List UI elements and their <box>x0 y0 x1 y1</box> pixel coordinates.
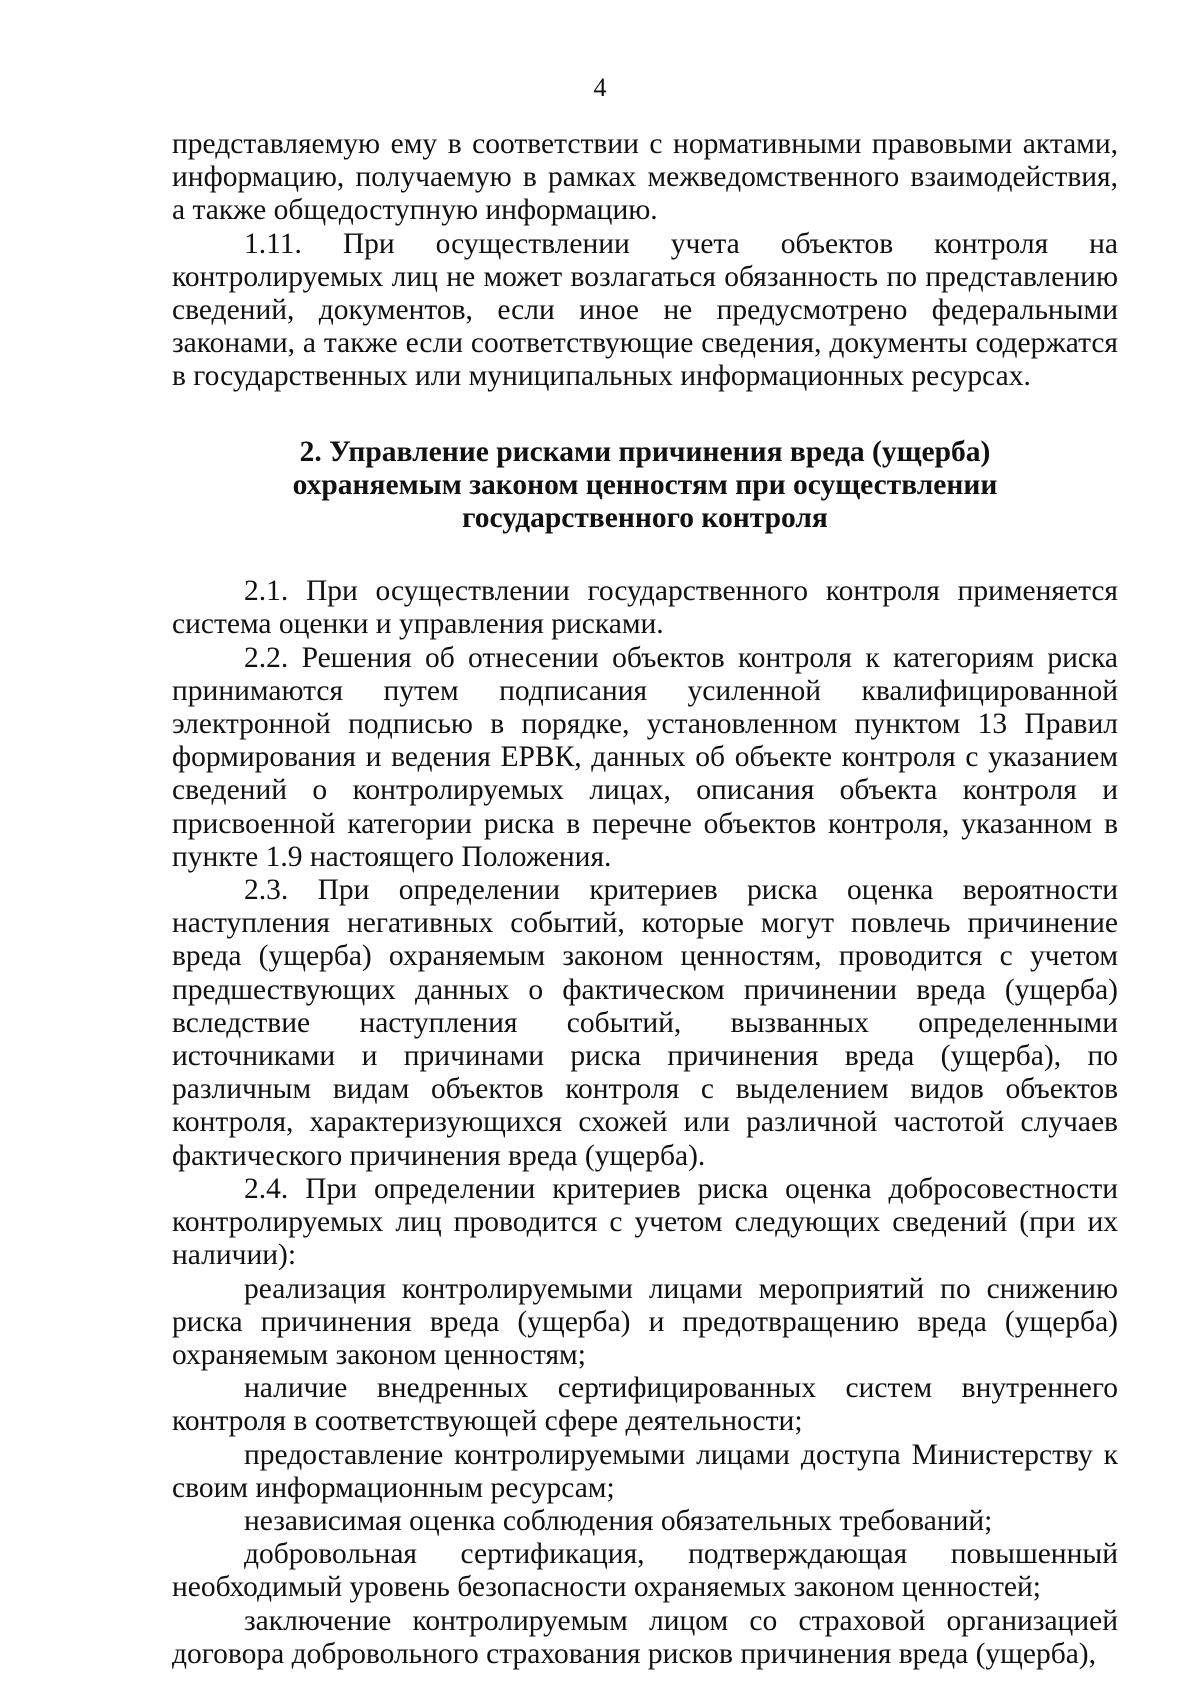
list-item-independent-assessment: независимая оценка соблюдения обязательных требований; <box>244 1504 993 1537</box>
section-title <box>172 436 1118 536</box>
paragraph-2-3: 2.3. При определении критериев риска оценка вероятности наступления негативных событий, которые могут повлечь причинение вреда (ущерба) охраняемым законом ценностям, проводится с учетом предшествующих данных о фактическом причинении вреда (ущерба) вследствие наступления событий, вызванных определенными источниками и причинами риска причинения вреда (ущерба), по различным видам объектов контроля с выделением видов объектов контроля, характеризующихся схожей или различной частотой случаев фактического причинения вреда (ущерба). <box>172 874 1118 1172</box>
section-title-line-3: государственного контроля <box>462 502 828 535</box>
section-title-line-2: охраняемым законом ценностям при осуществлении <box>292 468 998 501</box>
document-body <box>172 128 1118 1671</box>
list-item-internal-control: наличие внедренных сертифицированных систем внутреннего контроля в соответствующей сфере деятельности; <box>172 1372 1118 1438</box>
list-item-insurance-contract: заключение контролируемым лицом со страховой организацией договора добровольного страхования рисков причинения вреда (ущерба), <box>172 1604 1118 1670</box>
page-number: 4 <box>593 73 607 102</box>
paragraph-2-1: 2.1. При осуществлении государственного контроля применяется система оценки и управления рисками. <box>172 575 1118 641</box>
section-title-line-1: 2. Управление рисками причинения вреда (ущерба) <box>299 435 991 468</box>
paragraph-continuation: представляемую ему в соответствии с нормативными правовыми актами, информацию, получаемую в рамках межведомственного взаимодействия, а также общедоступную информацию. <box>172 128 1118 227</box>
paragraph-2-4: 2.4. При определении критериев риска оценка добросовестности контролируемых лиц проводится с учетом следующих сведений (при их наличии): <box>172 1172 1118 1272</box>
list-item-voluntary-certification: добровольная сертификация, подтверждающая повышенный необходимый уровень безопасности охраняемых законом ценностей; <box>172 1538 1118 1604</box>
paragraph-1-11: 1.11. При осуществлении учета объектов контроля на контролируемых лиц не может возлагаться обязанность по представлению сведений, документов, если иное не предусмотрено федеральными законами, а также если соответствующие сведения, документы содержатся в государственных или муниципальных информационных ресурсах. <box>172 227 1118 393</box>
paragraph-2-2: 2.2. Решения об отнесении объектов контроля к категориям риска принимаются путем подписания усиленной квалифицированной электронной подписью в порядке, установленном пунктом 13 Правил формирования и ведения ЕРВК, данных об объекте контроля с указанием сведений о контролируемых лицах, описания объекта контроля и присвоенной категории риска в перечне объектов контроля, указанном в пункте 1.9 настоящего Положения. <box>172 641 1118 873</box>
list-item-risk-reduction: реализация контролируемыми лицами мероприятий по снижению риска причинения вреда (ущерба) и предотвращению вреда (ущерба) охраняемым законом ценностям; <box>172 1272 1118 1371</box>
list-item-resource-access: предоставление контролируемыми лицами доступа Министерству к своим информационным ресурсам; <box>172 1438 1118 1504</box>
